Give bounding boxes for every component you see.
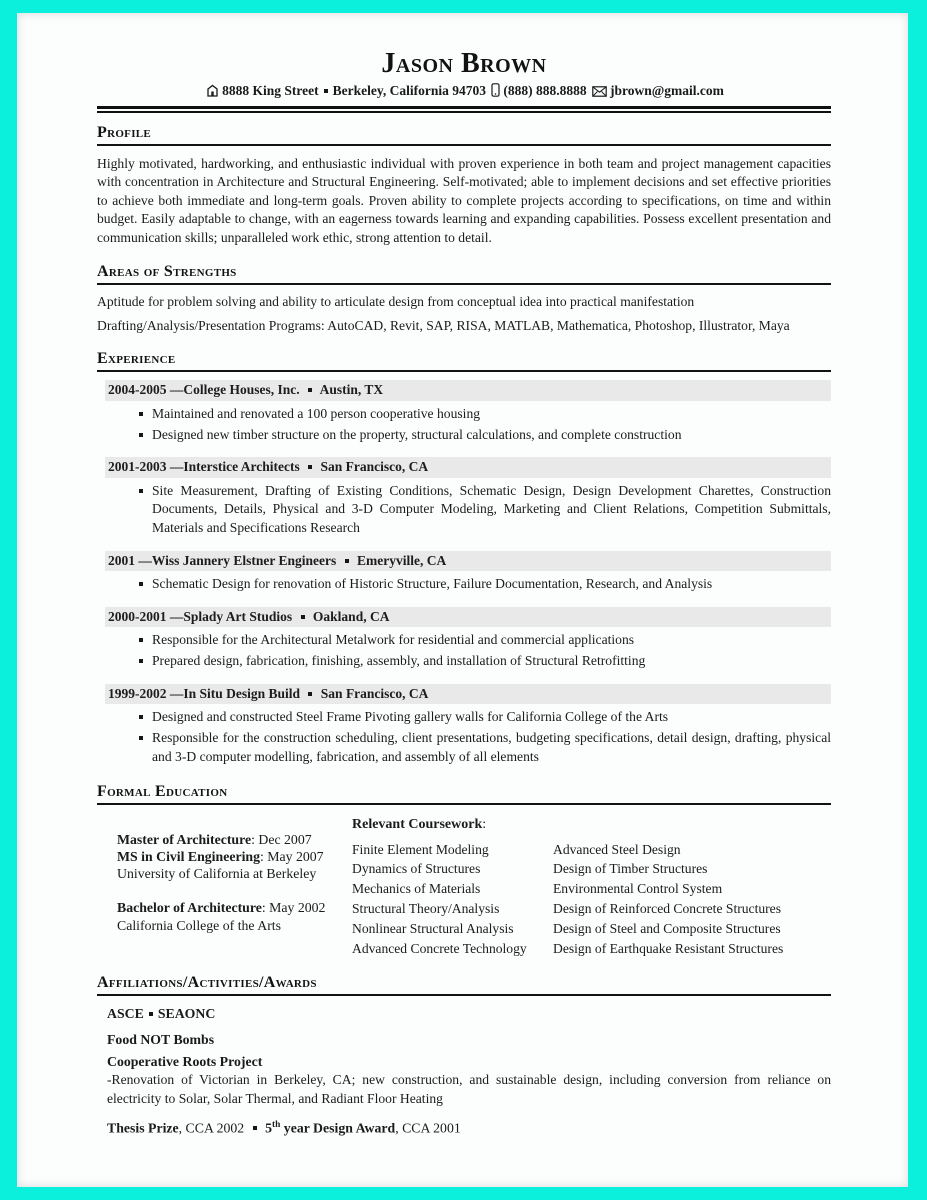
square-separator	[324, 89, 328, 93]
coursework-item: Structural Theory/Analysis	[352, 900, 500, 916]
strengths-list	[97, 293, 831, 334]
job-bullet-list	[97, 631, 831, 671]
square-separator	[308, 388, 312, 392]
text-segment: :	[482, 816, 487, 832]
job-header-bar: 2001 —Wiss Jannery Elstner Engineers Emeryville, CA	[105, 551, 831, 572]
activity-description: -Renovation of Victorian in Berkeley, CA; new construction, and sustainable design, including conversion from reliance on electricity to Solar, Solar Thermal, and Radiant Floor Heating	[107, 1072, 831, 1106]
square-separator	[345, 559, 349, 563]
strength-line: Aptitude for problem solving and ability to articulate design from conceptual idea into practical manifestation	[97, 294, 695, 310]
text-segment: : May 2007	[259, 848, 324, 864]
coursework-item: Dynamics of Structures	[352, 861, 481, 877]
coursework-item: Design of Earthquake Resistant Structures	[553, 940, 784, 956]
contact-city: Berkeley, California 94703	[332, 83, 486, 98]
text-segment: Relevant Coursework	[352, 816, 483, 832]
job-bullet: Responsible for the construction scheduling, client presentations, budgeting specifications, detail design, drafting, physical and 3-D computer modelling, fabrication, and assembly of all elements	[152, 729, 831, 766]
text-segment: Thesis Prize	[107, 1120, 179, 1136]
text-segment: th	[272, 1119, 281, 1130]
coursework-title	[352, 817, 831, 833]
text-segment: SEAONC	[157, 1006, 216, 1022]
job-bullet-list	[97, 575, 831, 594]
job-bullet: Schematic Design for renovation of Historic Structure, Failure Documentation, Research, and Analysis	[152, 575, 831, 594]
experience-entry	[97, 380, 831, 444]
resume-page	[17, 13, 908, 1187]
coursework-item: Design of Timber Structures	[553, 861, 708, 877]
section-title-profile: Profile	[97, 124, 831, 146]
coursework-column	[352, 817, 831, 959]
job-header-bar: 2001-2003 —Interstice Architects San Francisco, CA	[105, 457, 831, 478]
text-segment: , CCA 2002	[178, 1120, 248, 1136]
text-segment: California College of the Arts	[117, 917, 281, 933]
coursework-item: Environmental Control System	[553, 881, 723, 897]
text-segment: 5	[261, 1120, 273, 1136]
degree-group	[117, 831, 352, 883]
degrees-column	[117, 817, 352, 959]
email-icon	[592, 86, 607, 97]
experience-entry	[97, 607, 831, 671]
activity-food-not-bombs: Food NOT Bombs	[107, 1032, 215, 1048]
square-separator	[149, 1012, 153, 1016]
experience-list	[97, 380, 831, 767]
job-bullet-list	[97, 405, 831, 445]
degree-line	[117, 865, 352, 882]
experience-entry	[97, 457, 831, 537]
degree-line	[117, 899, 352, 916]
square-separator	[308, 465, 312, 469]
square-separator	[253, 1126, 257, 1130]
contact-address: 8888 King Street	[222, 83, 319, 98]
resume-header	[97, 49, 831, 113]
job-bullet-list	[97, 708, 831, 766]
degree-line	[117, 917, 352, 934]
degree-group	[117, 899, 352, 934]
text-segment: ASCE	[107, 1006, 144, 1022]
memberships-line	[107, 1006, 831, 1022]
affiliations-block	[107, 1006, 831, 1136]
coursework-item: Finite Element Modeling	[352, 841, 489, 857]
job-header-bar: 2004-2005 —College Houses, Inc. Austin, TX	[105, 380, 831, 401]
section-title-experience: Experience	[97, 350, 831, 372]
text-segment: Master of Architecture	[117, 831, 252, 847]
coursework-columns	[352, 840, 831, 959]
phone-icon	[491, 83, 500, 97]
job-bullet-list	[97, 482, 831, 538]
section-title-education: Formal Education	[97, 783, 831, 805]
person-name: Jason Brown	[381, 48, 547, 79]
contact-line	[97, 83, 831, 99]
text-segment: : May 2002	[261, 900, 326, 916]
coursework-list-2	[553, 840, 831, 959]
awards-line	[107, 1120, 831, 1137]
job-bullet: Maintained and renovated a 100 person cooperative housing	[152, 405, 831, 424]
contact-phone: (888) 888.8888	[503, 83, 587, 98]
degree-line	[117, 848, 352, 865]
coursework-item: Advanced Steel Design	[553, 841, 681, 857]
degree-line	[117, 831, 352, 848]
text-segment: year Design Award	[280, 1120, 396, 1136]
text-segment: MS in Civil Engineering	[117, 848, 260, 864]
job-bullet: Site Measurement, Drafting of Existing Conditions, Schematic Design, Design Development Charettes, Construction Documents, Details, Physical and 3-D Computer Modeling, Marketing and Client Relations, Competition Submittals, Materials and Specifications Research	[152, 482, 831, 538]
coursework-list-1	[352, 840, 553, 959]
coursework-item: Mechanics of Materials	[352, 881, 481, 897]
square-separator	[301, 615, 305, 619]
section-title-affiliations: Affiliations/Activities/Awards	[97, 974, 831, 996]
header-divider	[97, 106, 831, 113]
profile-text: Highly motivated, hardworking, and enthusiastic individual with proven experience in both team and project management capacities with concentration in Architecture and Structural Engineering. Self-motivated; able to implement decisions and set effective priorities to achieve both immediate and long-term goals. Proven ability to complete projects according to specifications, on time and within budget. Easily adaptable to change, with an eagerness towards learning and expanding capabilities. Possess excellent presentation and communication skills; unparalleled work ethic, strong attention to detail.	[97, 156, 831, 245]
job-header-bar: 2000-2001 —Splady Art Studios Oakland, CA	[105, 607, 831, 628]
education-block	[97, 817, 831, 959]
coursework-item: Design of Steel and Composite Structures	[553, 920, 781, 936]
section-title-strengths: Areas of Strengths	[97, 263, 831, 285]
job-header-bar: 1999-2002 —In Situ Design Build San Francisco, CA	[105, 684, 831, 705]
contact-email: jbrown@gmail.com	[609, 83, 724, 98]
text-segment: Bachelor of Architecture	[117, 900, 262, 916]
text-segment: : Dec 2007	[251, 831, 312, 847]
square-separator	[308, 692, 312, 696]
coursework-item: Nonlinear Structural Analysis	[352, 920, 514, 936]
coursework-item: Advanced Concrete Technology	[352, 940, 527, 956]
coursework-item: Design of Reinforced Concrete Structures	[553, 900, 782, 916]
job-bullet: Designed and constructed Steel Frame Pivoting gallery walls for California College of the Arts	[152, 708, 831, 727]
text-segment: , CCA 2001	[395, 1120, 461, 1136]
text-segment: University of California at Berkeley	[117, 866, 317, 882]
activity-cooperative-roots: Cooperative Roots Project	[107, 1054, 263, 1070]
address-icon	[206, 84, 219, 97]
job-bullet: Responsible for the Architectural Metalwork for residential and commercial applications	[152, 631, 831, 650]
strength-line: Drafting/Analysis/Presentation Programs: AutoCAD, Revit, SAP, RISA, MATLAB, Mathematica, Photoshop, Illustrator, Maya	[97, 318, 790, 334]
job-bullet: Designed new timber structure on the property, structural calculations, and complete construction	[152, 426, 831, 445]
experience-entry	[97, 551, 831, 594]
experience-entry	[97, 684, 831, 767]
job-bullet: Prepared design, fabrication, finishing, assembly, and installation of Structural Retrofitting	[152, 652, 831, 671]
